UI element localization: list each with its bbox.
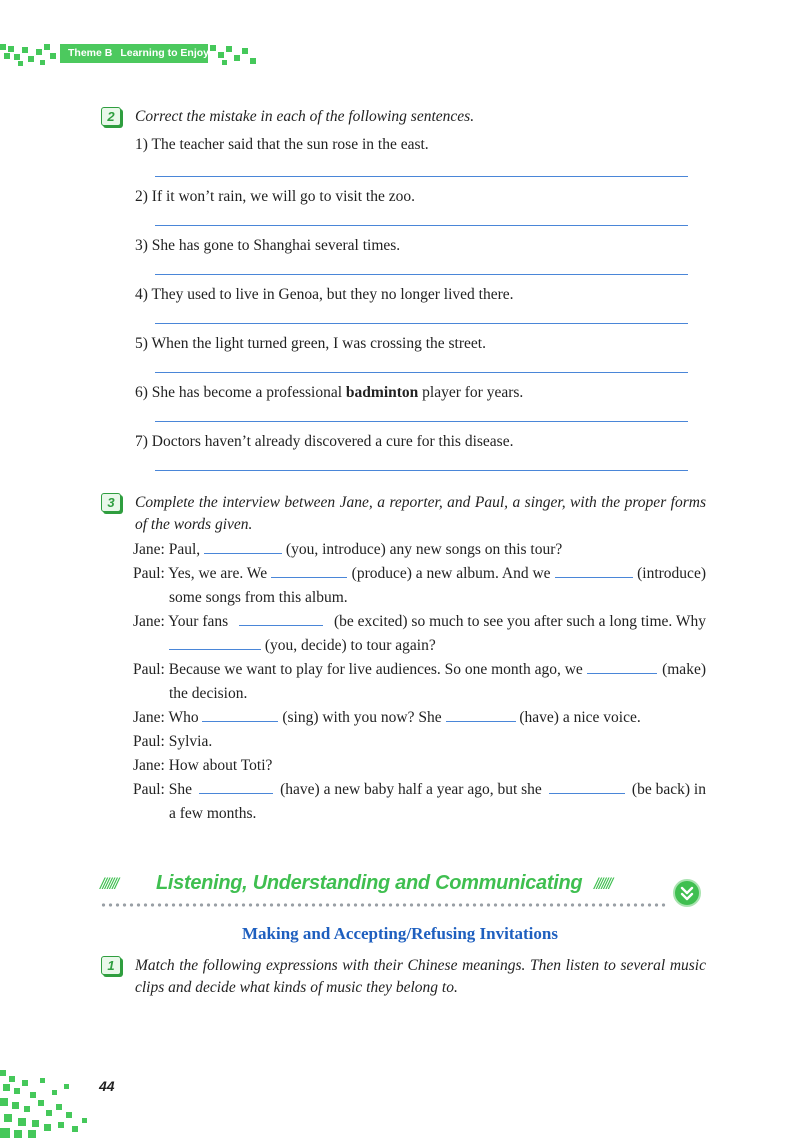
- dialogue-line-10: Jane: How about Toti?: [133, 757, 273, 774]
- exercise-3-instruction: Complete the interview between Jane, a reporter, and Paul, a singer, with the proper forms of the words given.: [135, 494, 706, 533]
- dialogue-line-6: Paul: Because we want to play for live audiences. So one month ago, we (make): [133, 658, 706, 682]
- page-number: 44: [99, 1078, 115, 1094]
- section-title: Listening, Understanding and Communicating: [156, 872, 583, 894]
- theme-title: Learning to Enjoy: [120, 47, 210, 59]
- exercise-1-badge: 1: [101, 956, 121, 975]
- fill-blank[interactable]: [169, 634, 261, 650]
- answer-line-5[interactable]: [155, 372, 688, 373]
- dialogue-line-11: Paul: She (have) a new baby half a year ago, but she (be back) in: [133, 778, 706, 802]
- dialogue-line-5: (you, decide) to tour again?: [169, 634, 706, 658]
- dialogue-line-12: a few months.: [169, 805, 257, 822]
- header-pixel-decoration-left: [0, 44, 60, 68]
- section-slash-decoration-left: ///////: [100, 876, 118, 893]
- dialogue-line-2: Paul: Yes, we are. We (produce) a new album. And we (introduce): [133, 562, 706, 586]
- sentence-1: 1) The teacher said that the sun rose in the east.: [135, 136, 429, 153]
- section-slash-decoration-right: ///////: [594, 876, 612, 893]
- bold-word-badminton: badminton: [345, 384, 419, 401]
- fill-blank[interactable]: [587, 658, 657, 674]
- fill-blank[interactable]: [271, 562, 347, 578]
- answer-line-3[interactable]: [155, 274, 688, 275]
- double-chevron-down-icon: [673, 879, 701, 907]
- dialogue-line-9: Paul: Sylvia.: [133, 733, 213, 750]
- theme-label: Theme B: [68, 47, 113, 59]
- footer-pixel-decoration: [0, 1068, 95, 1138]
- dialogue-line-1: Jane: Paul, (you, introduce) any new songs on this tour?: [133, 538, 706, 562]
- answer-line-4[interactable]: [155, 323, 688, 324]
- sentence-7: 7) Doctors haven’t already discovered a cure for this disease.: [135, 433, 514, 450]
- fill-blank[interactable]: [555, 562, 633, 578]
- sentence-6: 6) She has become a professional badminton player for years.: [135, 384, 524, 401]
- exercise-2-badge: 2: [101, 107, 121, 126]
- exercise-2-instruction: Correct the mistake in each of the following sentences.: [135, 108, 475, 125]
- answer-line-2[interactable]: [155, 225, 688, 226]
- fill-blank[interactable]: [549, 778, 625, 794]
- fill-blank[interactable]: [239, 610, 323, 626]
- section-dotted-divider: [100, 903, 668, 907]
- fill-blank[interactable]: [199, 778, 273, 794]
- dialogue-line-7: the decision.: [169, 685, 248, 702]
- fill-blank[interactable]: [202, 706, 278, 722]
- dialogue-line-4: Jane: Your fans (be excited) so much to see you after such a long time. Why: [133, 610, 706, 634]
- answer-line-6[interactable]: [155, 421, 688, 422]
- header-pixel-decoration-right: [208, 44, 258, 68]
- sentence-5: 5) When the light turned green, I was crossing the street.: [135, 335, 486, 352]
- exercise-1-instruction: Match the following expressions with their Chinese meanings. Then listen to several music clips and decide what kinds of music they belong to.: [135, 957, 706, 996]
- sentence-4: 4) They used to live in Genoa, but they no longer lived there.: [135, 286, 514, 303]
- dialogue-line-8: Jane: Who (sing) with you now? She (have) a nice voice.: [133, 706, 706, 730]
- answer-line-1[interactable]: [155, 176, 688, 177]
- theme-header-band: [60, 44, 208, 63]
- exercise-3-badge: 3: [101, 493, 121, 512]
- section-subtitle: Making and Accepting/Refusing Invitations: [242, 924, 558, 943]
- fill-blank[interactable]: [446, 706, 516, 722]
- sentence-3: 3) She has gone to Shanghai several times.: [135, 237, 401, 254]
- sentence-2: 2) If it won’t rain, we will go to visit the zoo.: [135, 188, 415, 205]
- answer-line-7[interactable]: [155, 470, 688, 471]
- dialogue-line-3: some songs from this album.: [169, 589, 348, 606]
- fill-blank[interactable]: [204, 538, 282, 554]
